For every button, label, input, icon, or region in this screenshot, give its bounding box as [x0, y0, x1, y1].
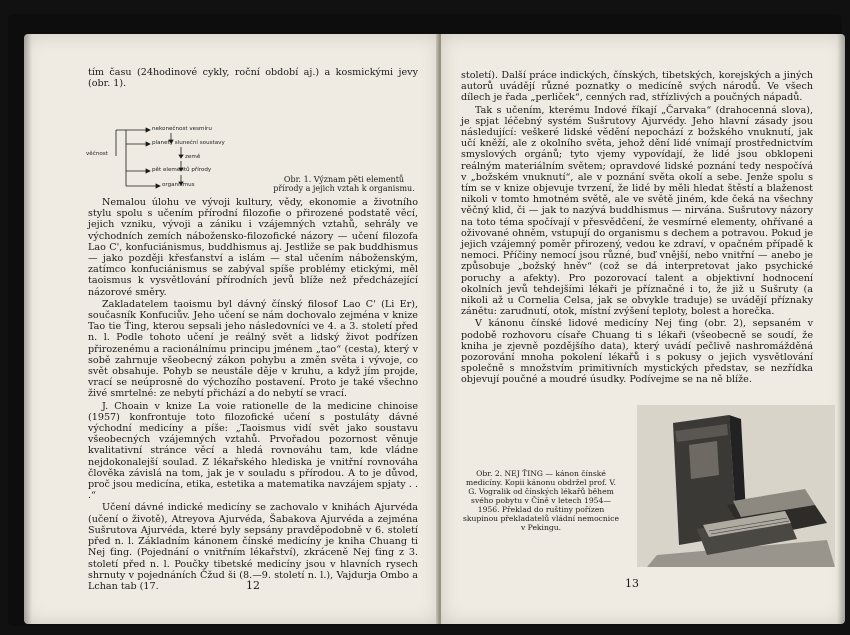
paragraph: Zakladatelem taoismu byl dávný čínský filosof Lao C' (Li Er), současník Konfuciův. Jeho učení se nám dochovalo zejména v knize Tao tie Ťing, kterou sepsali jeho následovníci ve 4. a 3. století před n. l. Podle tohoto učení je reálný svět a lidský život podřízen přirozenému a racionálnímu principu jménem „tao“ (cesta), který v sobě zahrnuje všeobecný zákon pohybu a změn světa i vývoje, co svět obsahuje. Pohyb se neustále děje v kruhu, a když jím projde, vrací se neúprosně do výchozího postavení. Proto je také všechno živé smrtelné: ze nebytí přichází a do nebytí se vrací. — [88, 298, 418, 400]
book-spread — [8, 14, 842, 626]
figure-1-caption: Obr. 1. Význam pěti elementů přírody a jejich vztah k organismu. — [273, 175, 415, 193]
diagram-node-organism: organismus — [162, 182, 195, 188]
right-main-text — [461, 70, 813, 387]
page-number: 12 — [246, 579, 260, 592]
paragraph: století). Další práce indických, čínských, tibetských, korejských a jiných autorů uvádějí různé poznatky o medicíně svých národů. Ve všech dílech je řada „perliček“, cenných rad, střízlivých a poučných nápadů. — [461, 70, 813, 104]
nej-ting-book-photo — [637, 405, 835, 567]
left-top-text — [88, 67, 418, 90]
diagram-node-elements: pět elementů přírody — [152, 167, 212, 173]
diagram-root-label: věčnost — [86, 151, 108, 157]
page-edge-shadow — [837, 34, 845, 624]
left-page — [24, 34, 439, 624]
left-main-text — [88, 197, 418, 593]
paragraph: Učení dávné indické medicíny se zachovalo v knihách Ajurvéda (učení o životě), Atreyova Ajurvéda, Šabakova Ajurvéda a zejména Sušrutova Ajurvéda, které byly sepsány pravděpodobně v 6. století před n. l. Základním kánonem čínské medicíny je kniha Chuang ti Nej ťing. (Pojednání o vnitřním lékařství), zkráceně Nej ťing z 3. století před n. l. Poučky tibetské medicíny jsou v hlavních rysech shrnuty v pojednáních Čžud ši (8.—9. století n. l.), Vajdurja Ombo a Lchan tab (17. — [88, 502, 418, 592]
diagram-node-earth: země — [185, 154, 201, 160]
paragraph: J. Choain v knize La voie rationelle de la medicine chinoise (1957) konfrontuje toto filozofické učení s postuláty dávné východní medicíny a píše: „Taoismus vidí svět jako soustavu všeobecných vzájemných vztahů. Prvořadou pozornost věnuje kvalitativní stránce věcí a hledá rovnováhu tam, kde vládne nejdokonalejší soulad. Z lékařského hlediska je vnitřní rovnováha člověka závislá na tom, jak je v souladu s přírodou. A to je důvod, proč jsou medicína, etika, estetika a matematika navzájem spjaty . . .“ — [88, 400, 418, 502]
paragraph: Nemalou úlohu ve vývoji kultury, vědy, ekonomie a životního stylu spolu s učením přírodní filozofie o přirozené podstatě věcí, jejich vzniku, vývoji a zániku i vzájemných vztahů, sehrály ve východních zemích nábožensko-filozofické názory — učení filozofa Lao C', konfuciánismus, buddhismus aj. Jestliže se pak buddhismus — jako později křesťanství a islám — stal učením náboženským, zatímco konfuciánismus se zabýval spíše problémy etickými, měl taoismus k vysvětlování přírodních jevů blíže než předcházející názorové směry. — [88, 197, 418, 298]
figure-2-caption: Obr. 2. NEJ ŤING — kánon čínské medicíny. Kopii kánonu obdržel prof. V. G. Vogralik od čínských lékařů během svého pobytu v Číně v letech 1954—1956. Překlad do ruštiny pořízen skupinou překladatelů vládní nemocnice v Pekingu. — [463, 469, 619, 532]
right-page — [441, 34, 845, 624]
paragraph: V kánonu čínské lidové medicíny Nej ťing (obr. 2), sepsaném v podobě rozhovoru císaře Chuang ti s lékaři (všeobecně se soudí, že kniha je zjevně pozdějšího data), který uvádí pečlivě nashromážděná pozorování mnoha pokolení lékařů i s pokusy o jejich vysvětlování společně s množstvím primitivních mystických představ, se nezřídka objevují poučné a moudré úsudky. Podívejme se na ně blíže. — [461, 318, 813, 386]
page-number: 13 — [625, 577, 639, 590]
page-edge-shadow — [24, 34, 32, 624]
paragraph: tím času (24hodinové cykly, roční období aj.) a kosmickými jevy (obr. 1). — [88, 67, 418, 90]
paragraph: Tak s učením, kterému Indové říkají „Čarvaka“ (drahocenná slova), je spjat léčebný systém Sušrutovy Ajurvédy. Jeho hlavní zásady jsou následující: veškeré lidské vědění nepochází z božského vnuknutí, jak učí kněží, ale z okolního světa, jehož dění lidé vnímají prostřednictvím smyslových orgánů; tyto vjemy vypovídají, že lidé jsou obklopeni reálným materiálním světem; opravdové lidské poznání tedy nespočívá v „božském vnuknutí“, ale v poznání světa okolí a sebe. Jenže spolu s tím se v knize objevuje tvrzení, že lidé by měli hledat štěstí a blaženost nikoli v tomto hmotném světě, ale ve světě jiném, kde čeká na všechny věčný klid, či — jak to nazývá buddhismus — nirvána. Sušrutovy názory na toto téma spočívají v přesvědčení, že vesmírné elementy, ohřívané a oživované ohněm, vstupují do organismu s dechem a potravou. Pokud je jejich vzájemný poměr přirozený, vedou ke zdraví, v opačném případě k nemoci. Příčiny nemocí jsou různé, buď vnější, nebo vnitřní — anebo je způsobuje „božský hněv“ (což se dá interpretovat jako psychické poruchy a afekty). Pro pozorovací talent a objektivní hodnocení okolních jevů tehdejšími lékaři je příznačné i to, že již u Sušruty (a nikoli až u Cornelia Celsa, jak se obvykle traduje) se uvádějí příznaky zánětu: zarudnutí, otok, místní zvýšení teploty, bolest a horečka. — [461, 104, 813, 318]
book-illustration — [637, 405, 835, 567]
five-elements-diagram — [86, 120, 286, 198]
diagram-node-universe: nekonečnost vesmíru — [152, 126, 212, 132]
diagram-node-planets: planety sluneční soustavy — [152, 140, 225, 146]
